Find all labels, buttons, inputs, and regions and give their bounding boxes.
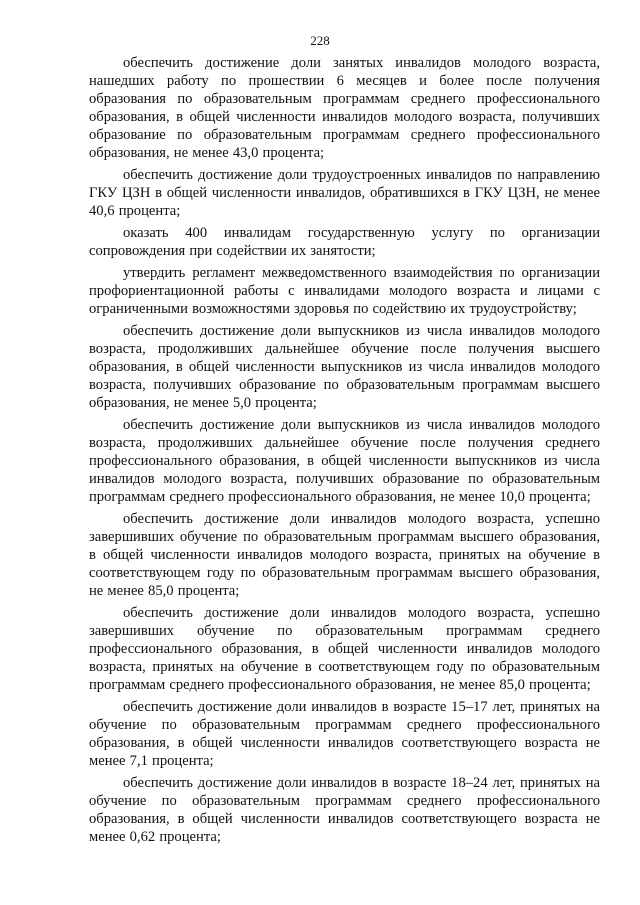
paragraph: обеспечить достижение доли инвалидов в возрасте 15–17 лет, принятых на обучение по образовательным программам среднего профессионального образования, в общей численности инвалидов соответствующего возраста не менее 7,1 процента; xyxy=(89,699,600,769)
paragraph: обеспечить достижение доли выпускников из числа инвалидов молодого возраста, продолживших дальнейшее обучение после получения высшего образования, в общей численности выпускников из числа инвалидов молодого возраста, получивших образование по образовательным программам высшего образования, не менее 5,0 процента; xyxy=(89,323,600,411)
document-body xyxy=(89,54,600,850)
page-number: 228 xyxy=(310,33,330,48)
paragraph: утвердить регламент межведомственного взаимодействия по организации профориентационной работы с инвалидами молодого возраста и лицами с ограниченными возможностями здоровья по содействию их трудоустройству; xyxy=(89,265,600,317)
paragraph: обеспечить достижение доли инвалидов в возрасте 18–24 лет, принятых на обучение по образовательным программам среднего профессионального образования, в общей численности инвалидов соответствующего возраста не менее 0,62 процента; xyxy=(89,775,600,845)
paragraph: обеспечить достижение доли трудоустроенных инвалидов по направлению ГКУ ЦЗН в общей численности инвалидов, обратившихся в ГКУ ЦЗН, не менее 40,6 процента; xyxy=(89,167,600,219)
paragraph: обеспечить достижение доли инвалидов молодого возраста, успешно завершивших обучение по образовательным программам среднего профессионального образования, в общей численности инвалидов молодого возраста, принятых на обучение в соответствующем году по образовательным программам среднего профессионального образования, не менее 85,0 процента; xyxy=(89,605,600,693)
paragraph: оказать 400 инвалидам государственную услугу по организации сопровождения при содействии их занятости; xyxy=(89,225,600,259)
paragraph: обеспечить достижение доли выпускников из числа инвалидов молодого возраста, продолживших дальнейшее обучение после получения среднего профессионального образования, в общей численности выпускников из числа инвалидов молодого возраста, получивших образование по образовательным программам среднего профессионального образования, не менее 10,0 процента; xyxy=(89,417,600,505)
paragraph: обеспечить достижение доли инвалидов молодого возраста, успешно завершивших обучение по образовательным программам высшего образования, в общей численности инвалидов молодого возраста, принятых на обучение в соответствующем году по образовательным программам высшего образования, не менее 85,0 процента; xyxy=(89,511,600,599)
paragraph: обеспечить достижение доли занятых инвалидов молодого возраста, нашедших работу по прошествии 6 месяцев и более после получения образования по образовательным программам среднего профессионального образования, в общей численности инвалидов молодого возраста, получивших образование по образовательным программам среднего профессионального образования, не менее 43,0 процента; xyxy=(89,55,600,161)
